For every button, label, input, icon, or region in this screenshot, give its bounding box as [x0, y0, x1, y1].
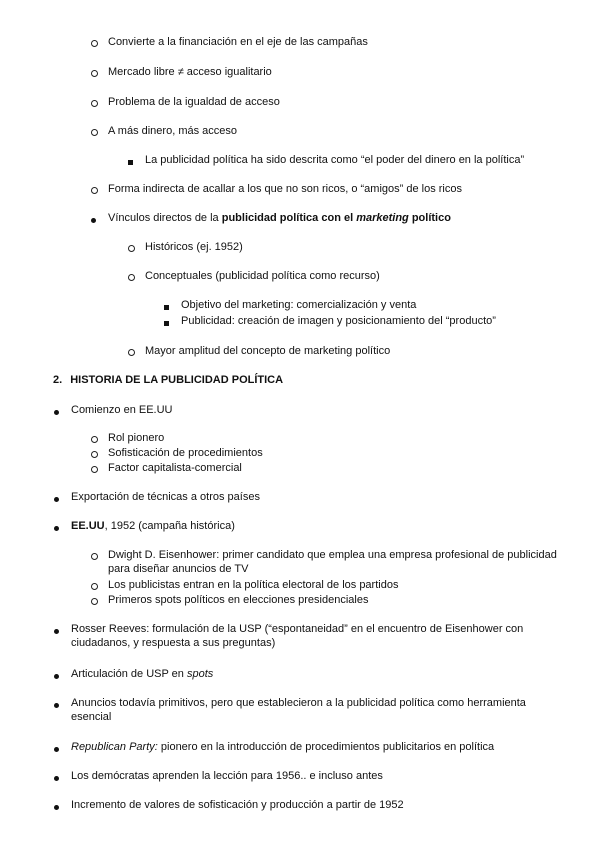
disc-bullet-icon: [54, 624, 59, 638]
list-item: Conceptuales (publicidad política como recurso): [145, 270, 380, 282]
list-item: Dwight D. Eisenhower: primer candidato que emplea una empresa profesional de publicidad para diseñar anuncios de TV: [108, 549, 557, 575]
disc-bullet-icon: [54, 698, 59, 712]
bold-italic-text: marketing: [356, 212, 409, 224]
list-item: Incremento de valores de sofisticación y producción a partir de 1952: [71, 799, 404, 811]
disc-bullet-icon: [54, 742, 59, 756]
list-item: EE.UU, 1952 (campaña histórica): [71, 520, 235, 532]
circle-bullet-icon: [91, 67, 98, 81]
circle-bullet-icon: [91, 595, 98, 609]
circle-bullet-icon: [91, 550, 98, 564]
circle-bullet-icon: [91, 463, 98, 477]
list-item: La publicidad política ha sido descrita como “el poder del dinero en la política”: [145, 154, 525, 166]
disc-bullet-icon: [54, 521, 59, 535]
list-item: Mayor amplitud del concepto de marketing político: [145, 345, 391, 357]
list-item: Exportación de técnicas a otros países: [71, 491, 260, 503]
circle-bullet-icon: [128, 271, 135, 285]
list-item: Primeros spots políticos en elecciones presidenciales: [108, 594, 369, 606]
list-item: Anuncios todavía primitivos, pero que establecieron a la publicidad política como herramienta esencial: [71, 697, 526, 723]
list-item: Republican Party: pionero en la introducción de procedimientos publicitarios en política: [71, 741, 495, 753]
list-item: Convierte a la financiación en el eje de las campañas: [108, 36, 368, 48]
disc-bullet-icon: [54, 405, 59, 419]
list-item: Comienzo en EE.UU: [71, 404, 173, 416]
circle-bullet-icon: [91, 433, 98, 447]
square-bullet-icon: [128, 155, 133, 169]
italic-text: spots: [186, 668, 214, 680]
disc-bullet-icon: [91, 213, 96, 227]
list-item: Rosser Reeves: formulación de la USP (“espontaneidad” en el encuentro de Eisenhower con ciudadanos, y respuesta a sus preguntas): [71, 623, 524, 649]
circle-bullet-icon: [91, 126, 98, 140]
square-bullet-icon: [164, 300, 169, 314]
circle-bullet-icon: [128, 242, 135, 256]
section-heading: [53, 373, 283, 387]
disc-bullet-icon: [54, 771, 59, 785]
bold-text: político: [408, 212, 451, 224]
list-item: Vínculos directos de la publicidad política con el marketing político: [108, 212, 451, 224]
circle-bullet-icon: [128, 346, 135, 360]
list-item: Publicidad: creación de imagen y posicionamiento del “producto”: [181, 315, 496, 327]
list-item: Problema de la igualdad de acceso: [108, 96, 280, 108]
square-bullet-icon: [164, 316, 169, 330]
list-item: Los publicistas entran en la política electoral de los partidos: [108, 579, 399, 591]
list-item: Articulación de USP en spots: [71, 668, 214, 680]
section-number: 2.: [53, 374, 63, 386]
disc-bullet-icon: [54, 492, 59, 506]
list-item: Objetivo del marketing: comercialización y venta: [181, 299, 417, 311]
list-item: Históricos (ej. 1952): [145, 241, 243, 253]
list-item: Sofisticación de procedimientos: [108, 447, 263, 459]
list-item: A más dinero, más acceso: [108, 125, 238, 137]
section-title: HISTORIA DE LA PUBLICIDAD POLÍTICA: [70, 374, 284, 386]
disc-bullet-icon: [54, 669, 59, 683]
list-item: Mercado libre ≠ acceso igualitario: [108, 66, 272, 78]
bold-text: EE.UU: [71, 520, 105, 532]
circle-bullet-icon: [91, 448, 98, 462]
circle-bullet-icon: [91, 580, 98, 594]
disc-bullet-icon: [54, 800, 59, 814]
list-item: Los demócratas aprenden la lección para 1956.. e incluso antes: [71, 770, 383, 782]
list-item: Forma indirecta de acallar a los que no son ricos, o “amigos” de los ricos: [108, 183, 462, 195]
circle-bullet-icon: [91, 97, 98, 111]
list-item: Rol pionero: [108, 432, 165, 444]
circle-bullet-icon: [91, 184, 98, 198]
italic-text: Republican Party:: [71, 741, 158, 753]
list-item: Factor capitalista-comercial: [108, 462, 242, 474]
bold-text: publicidad política con el: [221, 212, 357, 224]
circle-bullet-icon: [91, 37, 98, 51]
